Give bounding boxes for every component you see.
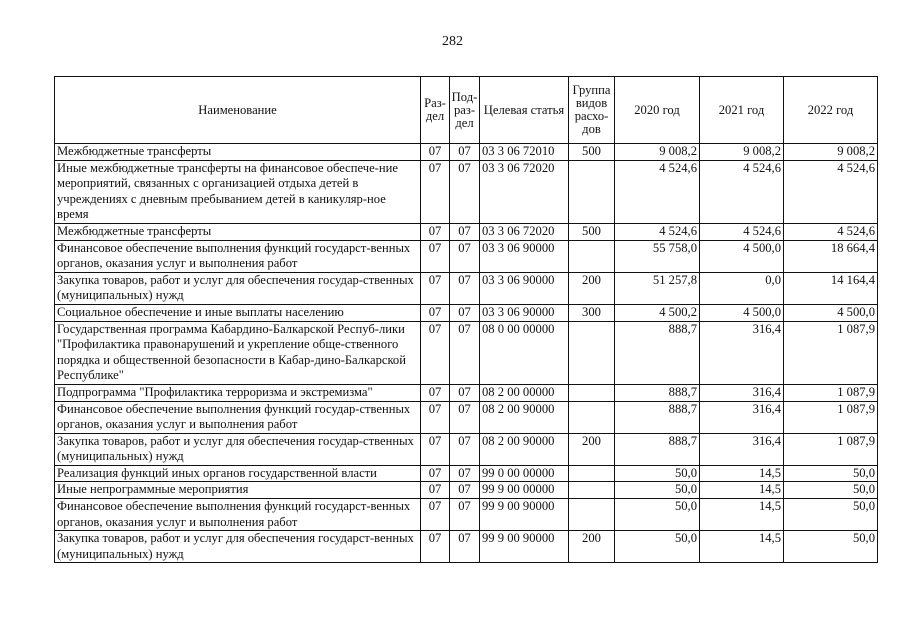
cell-subsection: 07 <box>450 465 480 482</box>
cell-2021: 316,4 <box>700 401 784 433</box>
cell-subsection: 07 <box>450 144 480 161</box>
cell-2022: 4 500,0 <box>784 304 878 321</box>
cell-subsection: 07 <box>450 304 480 321</box>
table-row <box>55 304 878 321</box>
cell-2021: 14,5 <box>700 482 784 499</box>
cell-2022: 18 664,4 <box>784 240 878 272</box>
cell-group: 500 <box>569 144 615 161</box>
cell-2020: 55 758,0 <box>615 240 700 272</box>
cell-group <box>569 321 615 384</box>
table-row <box>55 160 878 223</box>
cell-subsection: 07 <box>450 272 480 304</box>
cell-subsection: 07 <box>450 401 480 433</box>
cell-target: 99 9 00 00000 <box>480 482 569 499</box>
cell-2020: 4 524,6 <box>615 223 700 240</box>
cell-2021: 0,0 <box>700 272 784 304</box>
cell-target: 03 3 06 72020 <box>480 223 569 240</box>
cell-2022: 1 087,9 <box>784 433 878 465</box>
cell-2021: 9 008,2 <box>700 144 784 161</box>
cell-name: Финансовое обеспечение выполнения функций государст-венных органов, оказания услуг и выполнения работ <box>55 499 421 531</box>
cell-2022: 50,0 <box>784 465 878 482</box>
cell-group: 300 <box>569 304 615 321</box>
cell-target: 03 3 06 90000 <box>480 304 569 321</box>
cell-subsection: 07 <box>450 482 480 499</box>
cell-name: Иные непрограммные мероприятия <box>55 482 421 499</box>
cell-section: 07 <box>421 433 450 465</box>
cell-group <box>569 240 615 272</box>
cell-group <box>569 384 615 401</box>
table-row <box>55 240 878 272</box>
cell-name: Финансовое обеспечение выполнения функций государ-ственных органов, оказания услуг и выполнения работ <box>55 401 421 433</box>
cell-target: 03 3 06 90000 <box>480 240 569 272</box>
cell-target: 03 3 06 72010 <box>480 144 569 161</box>
cell-2020: 50,0 <box>615 465 700 482</box>
cell-name: Закупка товаров, работ и услуг для обеспечения государ-ственных (муниципальных) нужд <box>55 433 421 465</box>
cell-section: 07 <box>421 499 450 531</box>
cell-section: 07 <box>421 531 450 563</box>
table-row <box>55 433 878 465</box>
budget-table <box>54 76 878 563</box>
cell-name: Межбюджетные трансферты <box>55 144 421 161</box>
cell-name: Государственная программа Кабардино-Балкарской Респуб-лики "Профилактика правонарушений и укрепление обще-ственного порядка и общественной безопасности в Кабар-дино-Балкарской Республике" <box>55 321 421 384</box>
page-number: 282 <box>442 34 463 49</box>
cell-2020: 9 008,2 <box>615 144 700 161</box>
cell-name: Подпрограмма "Профилактика терроризма и экстремизма" <box>55 384 421 401</box>
cell-2022: 50,0 <box>784 499 878 531</box>
cell-section: 07 <box>421 304 450 321</box>
cell-target: 08 2 00 90000 <box>480 401 569 433</box>
cell-target: 08 0 00 00000 <box>480 321 569 384</box>
cell-group <box>569 401 615 433</box>
table-body <box>55 144 878 563</box>
cell-section: 07 <box>421 465 450 482</box>
cell-section: 07 <box>421 223 450 240</box>
cell-target: 08 2 00 90000 <box>480 433 569 465</box>
cell-2021: 14,5 <box>700 465 784 482</box>
cell-2020: 4 500,2 <box>615 304 700 321</box>
cell-2022: 1 087,9 <box>784 321 878 384</box>
cell-2020: 888,7 <box>615 401 700 433</box>
cell-2022: 4 524,6 <box>784 160 878 223</box>
cell-section: 07 <box>421 401 450 433</box>
cell-2022: 50,0 <box>784 482 878 499</box>
cell-subsection: 07 <box>450 160 480 223</box>
header-2021: 2021 год <box>700 77 784 144</box>
cell-2022: 1 087,9 <box>784 384 878 401</box>
cell-subsection: 07 <box>450 499 480 531</box>
cell-target: 99 0 00 00000 <box>480 465 569 482</box>
cell-subsection: 07 <box>450 321 480 384</box>
table-row <box>55 223 878 240</box>
cell-2021: 4 524,6 <box>700 223 784 240</box>
cell-section: 07 <box>421 160 450 223</box>
table-row <box>55 401 878 433</box>
header-subsection: Под-раз-дел <box>450 77 480 144</box>
cell-2021: 316,4 <box>700 321 784 384</box>
cell-target: 99 9 00 90000 <box>480 499 569 531</box>
cell-section: 07 <box>421 272 450 304</box>
cell-subsection: 07 <box>450 531 480 563</box>
cell-2020: 888,7 <box>615 433 700 465</box>
cell-2020: 50,0 <box>615 531 700 563</box>
cell-2022: 4 524,6 <box>784 223 878 240</box>
cell-group: 500 <box>569 223 615 240</box>
cell-group <box>569 499 615 531</box>
cell-name: Социальное обеспечение и иные выплаты населению <box>55 304 421 321</box>
cell-target: 08 2 00 00000 <box>480 384 569 401</box>
header-group: Группа видов расхо-дов <box>569 77 615 144</box>
cell-2022: 50,0 <box>784 531 878 563</box>
cell-2021: 14,5 <box>700 499 784 531</box>
cell-2021: 4 500,0 <box>700 240 784 272</box>
cell-2021: 14,5 <box>700 531 784 563</box>
cell-group: 200 <box>569 272 615 304</box>
cell-name: Межбюджетные трансферты <box>55 223 421 240</box>
cell-group <box>569 465 615 482</box>
cell-2020: 888,7 <box>615 384 700 401</box>
header-target: Целевая статья <box>480 77 569 144</box>
cell-2020: 50,0 <box>615 499 700 531</box>
cell-section: 07 <box>421 384 450 401</box>
header-name: Наименование <box>55 77 421 144</box>
cell-2020: 4 524,6 <box>615 160 700 223</box>
cell-name: Закупка товаров, работ и услуг для обеспечения государ-ственных (муниципальных) нужд <box>55 272 421 304</box>
table-row <box>55 482 878 499</box>
cell-name: Реализация функций иных органов государственной власти <box>55 465 421 482</box>
header-section: Раз-дел <box>421 77 450 144</box>
table-row <box>55 384 878 401</box>
table-row <box>55 144 878 161</box>
cell-target: 03 3 06 90000 <box>480 272 569 304</box>
cell-group <box>569 160 615 223</box>
header-2022: 2022 год <box>784 77 878 144</box>
cell-2020: 50,0 <box>615 482 700 499</box>
table-row <box>55 272 878 304</box>
cell-name: Иные межбюджетные трансферты на финансовое обеспече-ние мероприятий, связанных с организацией отдыха детей в учреждениях с дневным пребыванием детей в каникуляр-ное время <box>55 160 421 223</box>
cell-2020: 888,7 <box>615 321 700 384</box>
cell-section: 07 <box>421 321 450 384</box>
cell-2021: 4 524,6 <box>700 160 784 223</box>
cell-2021: 316,4 <box>700 433 784 465</box>
cell-section: 07 <box>421 240 450 272</box>
table-row <box>55 321 878 384</box>
cell-name: Закупка товаров, работ и услуг для обеспечения государст-венных (муниципальных) нужд <box>55 531 421 563</box>
header-2020: 2020 год <box>615 77 700 144</box>
cell-group: 200 <box>569 433 615 465</box>
cell-name: Финансовое обеспечение выполнения функций государст-венных органов, оказания услуг и выполнения работ <box>55 240 421 272</box>
table-row <box>55 499 878 531</box>
cell-2022: 14 164,4 <box>784 272 878 304</box>
cell-subsection: 07 <box>450 433 480 465</box>
cell-2022: 9 008,2 <box>784 144 878 161</box>
cell-target: 99 9 00 90000 <box>480 531 569 563</box>
cell-subsection: 07 <box>450 384 480 401</box>
table-row <box>55 531 878 563</box>
cell-section: 07 <box>421 144 450 161</box>
cell-2020: 51 257,8 <box>615 272 700 304</box>
cell-subsection: 07 <box>450 240 480 272</box>
cell-2021: 316,4 <box>700 384 784 401</box>
cell-group <box>569 482 615 499</box>
cell-section: 07 <box>421 482 450 499</box>
table-row <box>55 465 878 482</box>
cell-subsection: 07 <box>450 223 480 240</box>
header-row <box>55 77 878 144</box>
cell-group: 200 <box>569 531 615 563</box>
cell-2021: 4 500,0 <box>700 304 784 321</box>
cell-2022: 1 087,9 <box>784 401 878 433</box>
cell-target: 03 3 06 72020 <box>480 160 569 223</box>
